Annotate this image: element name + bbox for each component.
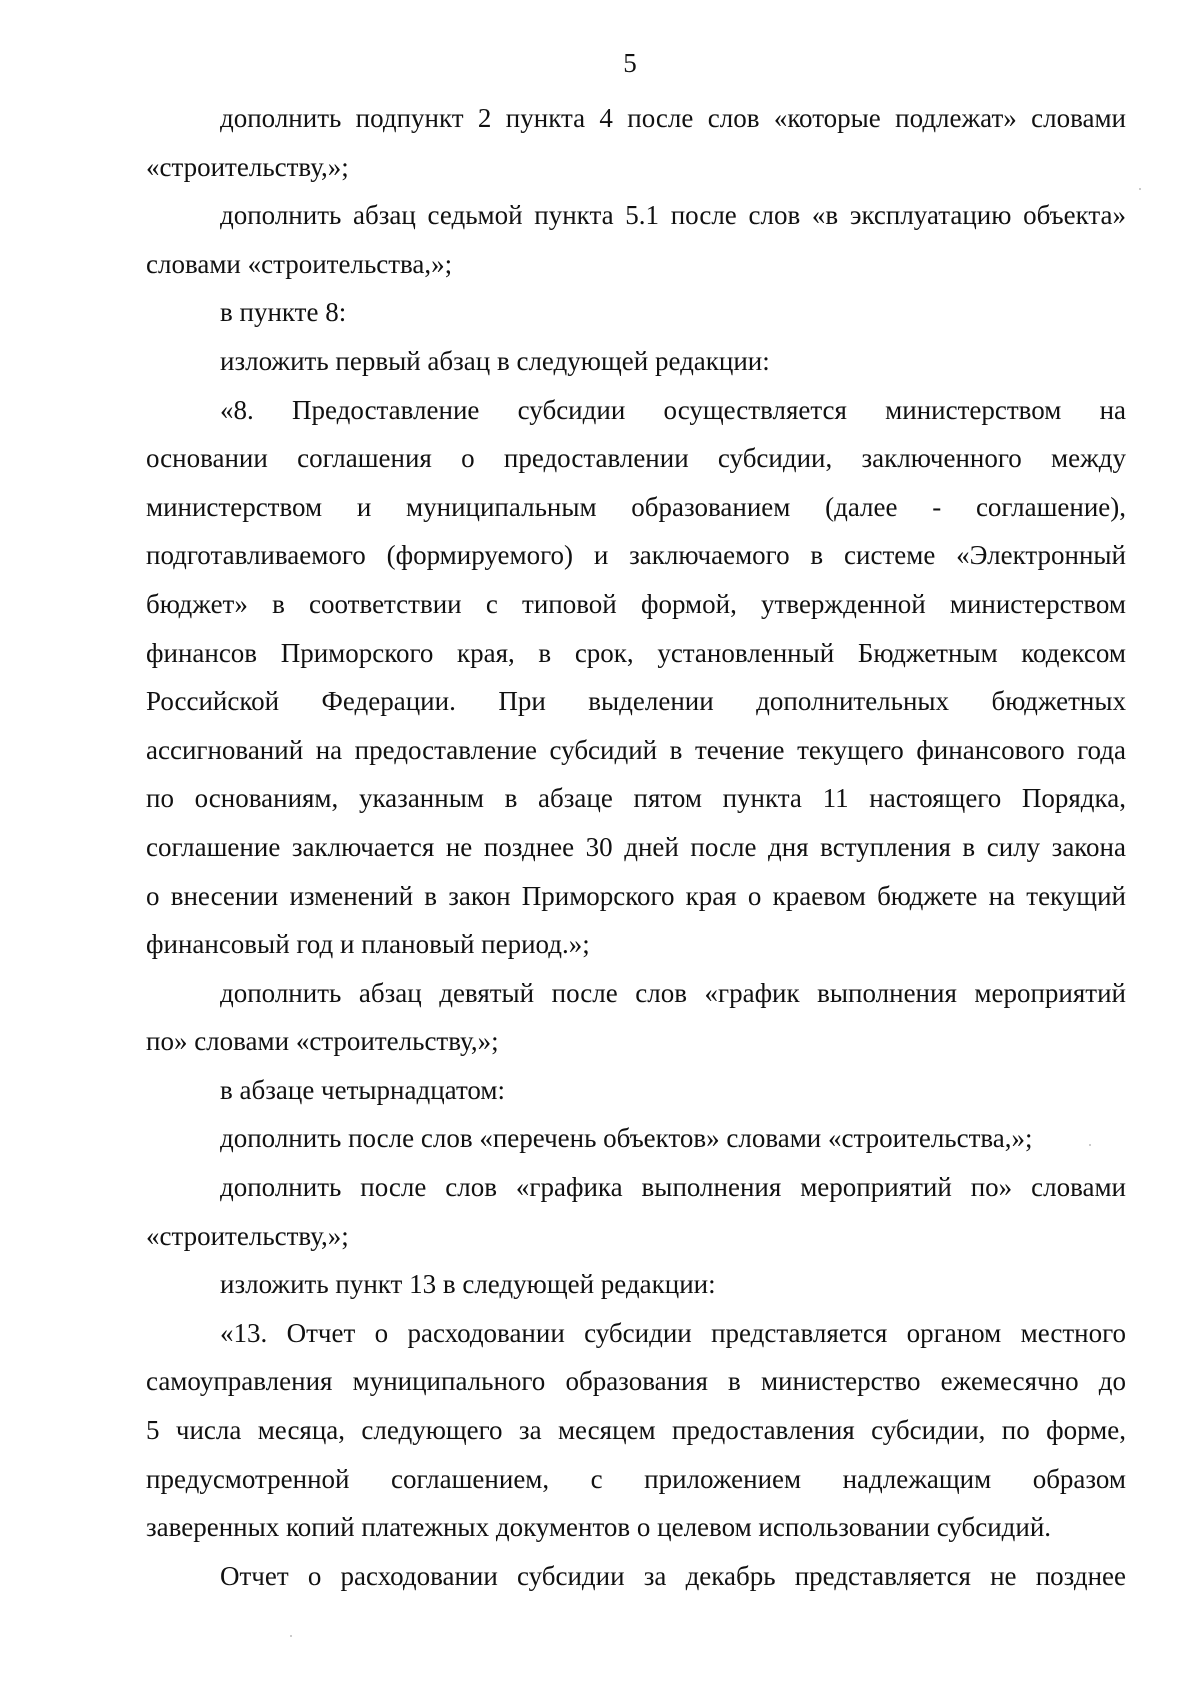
- text-line: соглашение заключается не позднее 30 дней после дня вступления в силу закона: [146, 831, 1126, 862]
- text-line: Отчет о расходовании субсидии за декабрь представляется не позднее: [220, 1560, 1126, 1591]
- text-line: бюджет» в соответствии с типовой формой, утвержденной министерством: [146, 588, 1126, 619]
- text-line: дополнить абзац девятый после слов «график выполнения мероприятий: [220, 977, 1126, 1008]
- text-line: дополнить подпункт 2 пункта 4 после слов «которые подлежат» словами: [220, 103, 1126, 133]
- document-body: [146, 94, 1126, 1600]
- scan-speck: [1139, 188, 1141, 190]
- text-line: дополнить после слов «перечень объектов» словами «строительства,»;: [220, 1123, 1033, 1154]
- scan-speck: [1089, 1144, 1091, 1146]
- text-line: Российской Федерации. При выделении дополнительных бюджетных: [146, 686, 1126, 717]
- text-line: о внесении изменений в закон Приморского края о краевом бюджете на текущий: [146, 880, 1126, 911]
- text-line: подготавливаемого (формируемого) и заключаемого в системе «Электронный: [146, 540, 1126, 571]
- text-line: «строительству,»;: [146, 151, 349, 182]
- text-line: заверенных копий платежных документов о целевом использовании субсидий.: [146, 1512, 1052, 1543]
- text-line: «13. Отчет о расходовании субсидии представляется органом местного: [220, 1317, 1126, 1348]
- page-number: 5: [623, 48, 637, 78]
- scan-speck: [290, 1635, 292, 1637]
- text-line: по основаниям, указанным в абзаце пятом пункта 11 настоящего Порядка,: [146, 783, 1126, 814]
- text-line: 5 числа месяца, следующего за месяцем предоставления субсидии, по форме,: [146, 1415, 1126, 1446]
- text-line: «строительству,»;: [146, 1220, 349, 1251]
- text-line: по» словами «строительству,»;: [146, 1026, 499, 1057]
- text-line: дополнить абзац седьмой пункта 5.1 после слов «в эксплуатацию объекта»: [220, 200, 1126, 231]
- text-line: финансовый год и плановый период.»;: [146, 929, 590, 960]
- text-line: самоуправления муниципального образования в министерство ежемесячно до: [146, 1366, 1126, 1397]
- text-line: основании соглашения о предоставлении субсидии, заключенного между: [146, 443, 1126, 474]
- text-line: словами «строительства,»;: [146, 248, 453, 279]
- text-line: министерством и муниципальным образованием (далее - соглашение),: [146, 491, 1126, 522]
- text-line: предусмотренной соглашением, с приложением надлежащим образом: [146, 1463, 1126, 1494]
- text-line: в абзаце четырнадцатом:: [220, 1074, 505, 1105]
- text-line: дополнить после слов «графика выполнения мероприятий по» словами: [220, 1172, 1126, 1203]
- text-line: ассигнований на предоставление субсидий в течение текущего финансового года: [146, 734, 1126, 765]
- text-line: в пункте 8:: [220, 297, 347, 328]
- text-line: изложить первый абзац в следующей редакции:: [220, 345, 770, 376]
- text-line: «8. Предоставление субсидии осуществляется министерством на: [220, 394, 1126, 425]
- text-line: финансов Приморского края, в срок, установленный Бюджетным кодексом: [146, 637, 1126, 668]
- text-line: изложить пункт 13 в следующей редакции:: [220, 1269, 716, 1300]
